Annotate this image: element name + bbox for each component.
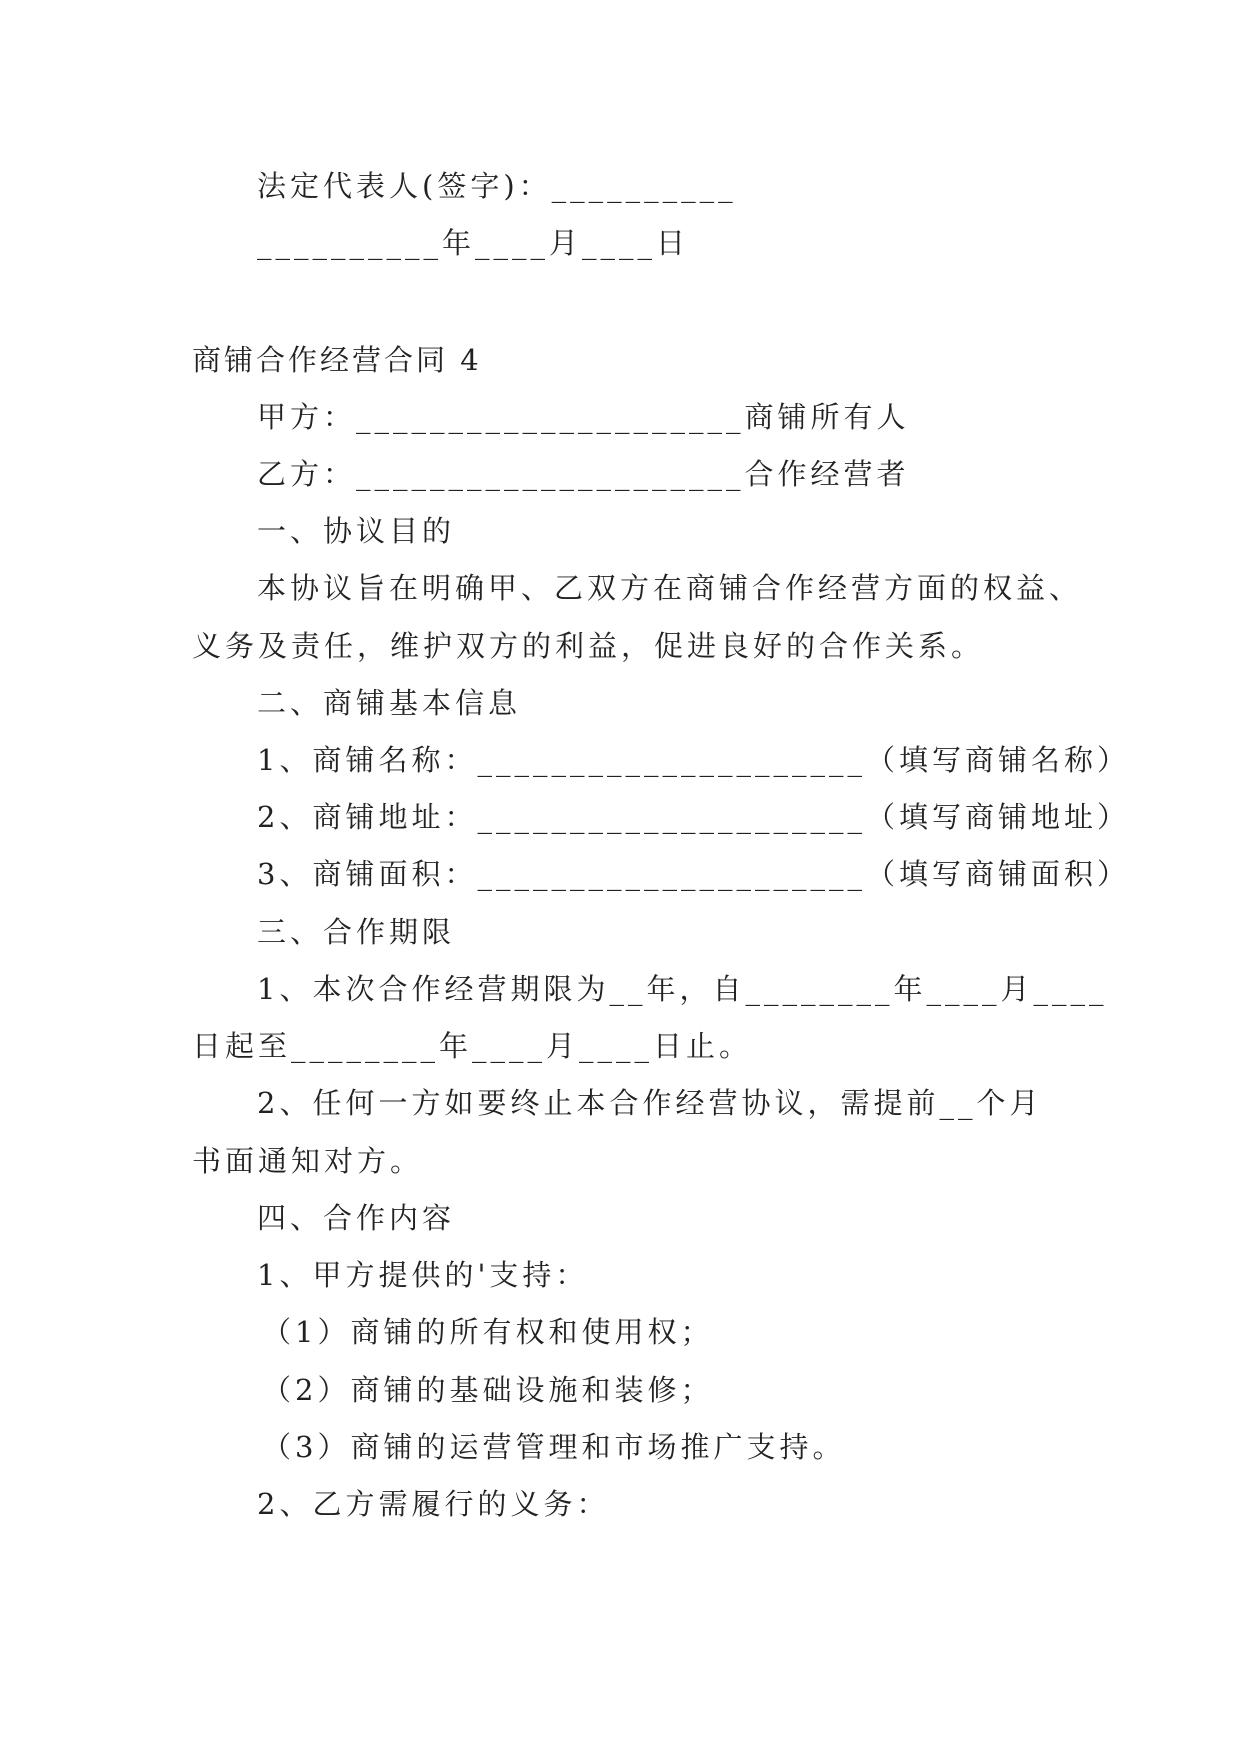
section-1-paragraph-line-2: 义务及责任，维护双方的利益，促进良好的合作关系。 xyxy=(192,629,985,663)
section-4-subitem-2: （2）商铺的基础设施和装修； xyxy=(262,1373,714,1407)
party-b-line: 乙方：_____________________合作经营者 xyxy=(257,457,910,491)
section-4-subitem-3: （3）商铺的运营管理和市场推广支持。 xyxy=(262,1430,846,1464)
section-4-item-2: 2、乙方需履行的义务： xyxy=(257,1487,610,1521)
section-4-heading: 四、合作内容 xyxy=(257,1201,456,1235)
section-3-heading: 三、合作期限 xyxy=(257,915,456,949)
section-2-heading: 二、商铺基本信息 xyxy=(257,686,522,720)
section-4-subitem-1: （1）商铺的所有权和使用权； xyxy=(262,1315,714,1349)
section-1-heading: 一、协议目的 xyxy=(257,514,456,548)
section-2-item-2: 2、商铺地址：_____________________（填写商铺地址） xyxy=(257,800,1130,834)
section-3-item-2-line-2: 书面通知对方。 xyxy=(192,1144,424,1178)
section-3-item-1-line-1: 1、本次合作经营期限为__年，自________年____月____ xyxy=(257,972,1108,1006)
section-4-item-1: 1、甲方提供的'支持： xyxy=(257,1258,589,1292)
signature-date-line: __________年____月____日 xyxy=(257,226,690,260)
contract-title: 商铺合作经营合同 4 xyxy=(192,343,482,377)
section-1-paragraph-line-1: 本协议旨在明确甲、乙双方在商铺合作经营方面的权益、 xyxy=(257,571,1083,605)
party-a-line: 甲方：_____________________商铺所有人 xyxy=(257,400,910,434)
section-3-item-1-line-2: 日起至________年____月____日止。 xyxy=(192,1029,753,1063)
signature-representative-line: 法定代表人(签字)：__________ xyxy=(257,169,737,203)
section-2-item-3: 3、商铺面积：_____________________（填写商铺面积） xyxy=(257,857,1130,891)
section-3-item-2-line-1: 2、任何一方如要终止本合作经营协议，需提前__个月 xyxy=(257,1086,1043,1120)
section-2-item-1: 1、商铺名称：_____________________（填写商铺名称） xyxy=(257,743,1130,777)
